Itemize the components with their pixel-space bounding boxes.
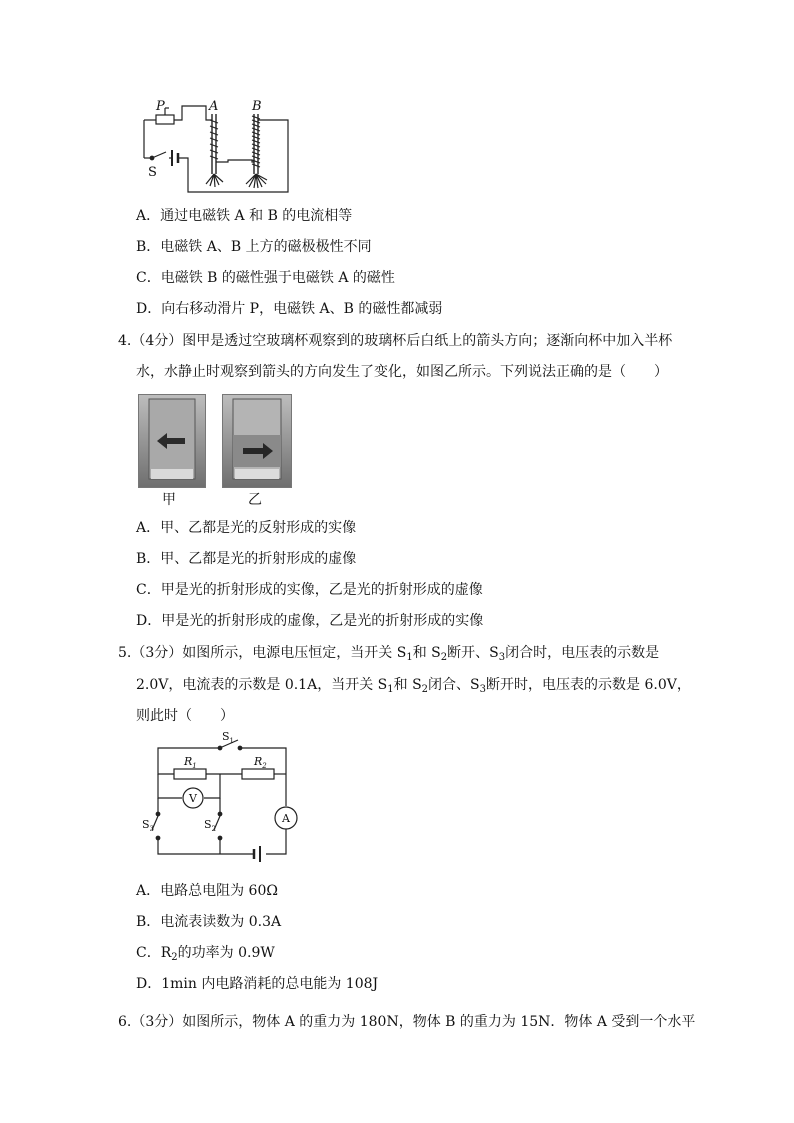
label-s2: $S_2$	[204, 818, 217, 833]
q5-option-d: D．1min 内电路消耗的总电能为 108J	[136, 976, 379, 992]
label-r2: $R_2$	[254, 755, 267, 770]
q4-option-d: D．甲是光的折射形成的虚像，乙是光的折射形成的实像	[136, 613, 484, 629]
q6-stem-line1: 6.（3分）如图所示，物体 A 的重力为 180N，物体 B 的重力为 15N．物体 A 受到一个水平	[118, 1014, 696, 1030]
label-s: S	[148, 165, 157, 180]
q5-stem-line3: 则此时（ ）	[136, 708, 234, 724]
label-r1: $R_1$	[184, 755, 197, 770]
label-p: P	[156, 99, 165, 114]
right-arrow-glass-image	[223, 395, 291, 487]
q5-stem-line2: 2.0V，电流表的示数是 0.1A，当开关 $S_1$和 $S_2$闭合、$S_3$断开时，电压表的示数是 6.0V，	[136, 677, 691, 695]
q4-stem-line1: 4.（4分）图甲是透过空玻璃杯观察到的玻璃杯后白纸上的箭头方向；逐渐向杯中加入半杯	[118, 333, 673, 349]
electromagnet-circuit-figure	[136, 96, 306, 196]
q5-option-b: B．电流表读数为 0.3A	[136, 914, 282, 930]
q4-stem-line2: 水，水静止时观察到箭头的方向发生了变化，如图乙所示。下列说法正确的是（ ）	[136, 364, 668, 380]
q4-option-c: C．甲是光的折射形成的实像，乙是光的折射形成的虚像	[136, 582, 483, 598]
label-b: B	[252, 99, 262, 114]
left-arrow-glass-image	[139, 395, 205, 487]
circuit-diagram	[136, 730, 306, 862]
ammeter-label: A	[282, 812, 290, 825]
q3-option-a: A．通过电磁铁 A 和 B 的电流相等	[136, 208, 353, 224]
label-s3: $S_3$	[142, 818, 155, 833]
caption-yi: 乙	[248, 492, 262, 508]
q5-option-a: A．电路总电阻为 60Ω	[136, 883, 278, 899]
caption-jia: 甲	[162, 492, 176, 508]
photo-half-water-glass	[222, 394, 292, 488]
q3-option-d: D．向右移动滑片 P，电磁铁 A、B 的磁性都减弱	[136, 301, 443, 317]
label-s1: $S_1$	[222, 730, 235, 745]
q4-option-b: B．甲、乙都是光的折射形成的虚像	[136, 551, 357, 567]
q5-stem-line1: 5.（3分）如图所示，电源电压恒定，当开关 $S_1$和 $S_2$断开、$S_3$闭合时，电压表的示数是	[118, 645, 660, 663]
q4-option-a: A．甲、乙都是光的反射形成的实像	[136, 520, 357, 536]
voltmeter-label: V	[189, 792, 197, 805]
photo-empty-glass	[138, 394, 206, 488]
label-a: A	[209, 99, 219, 114]
q3-option-b: B．电磁铁 A、B 上方的磁极极性不同	[136, 239, 372, 255]
q5-option-c: C．$R_2$的功率为 0.9W	[136, 945, 275, 963]
q3-option-c: C．电磁铁 B 的磁性强于电磁铁 A 的磁性	[136, 270, 395, 286]
